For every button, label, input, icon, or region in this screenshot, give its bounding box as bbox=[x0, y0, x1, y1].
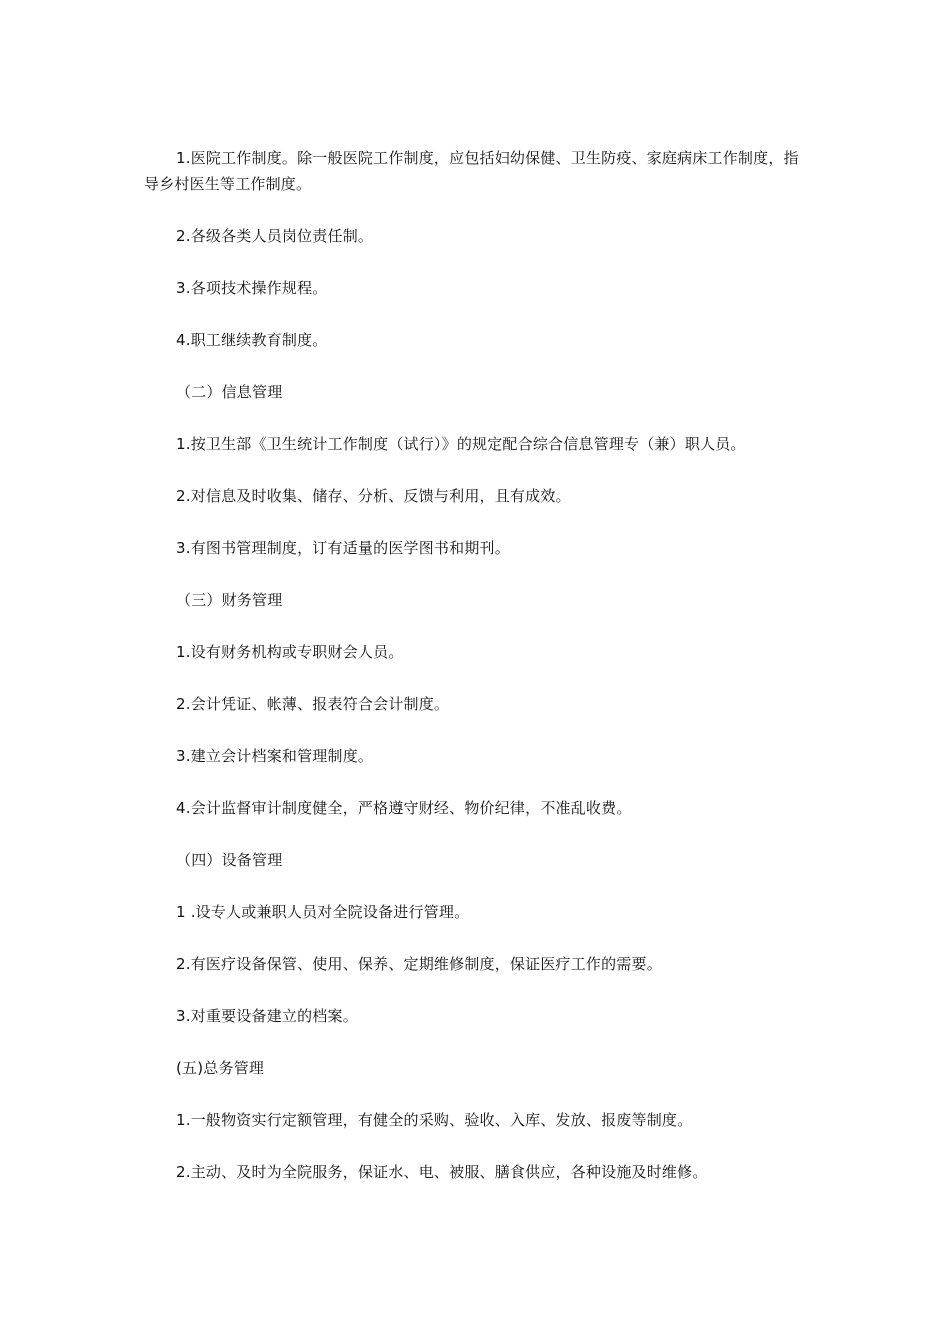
paragraph-technical-procedures: 3.各项技术操作规程。 bbox=[176, 279, 328, 297]
section-heading-finance-management: （三）财务管理 bbox=[176, 591, 283, 609]
section-heading-information-management: （二）信息管理 bbox=[176, 383, 283, 401]
paragraph-equipment-maintenance: 2.有医疗设备保管、使用、保养、定期维修制度，保证医疗工作的需要。 bbox=[176, 955, 662, 973]
section-heading-general-affairs: (五)总务管理 bbox=[176, 1059, 265, 1077]
paragraph-information-collection: 2.对信息及时收集、储存、分析、反馈与利用，且有成效。 bbox=[176, 487, 571, 505]
paragraph-statistics-staff: 1.按卫生部《卫生统计工作制度（试行）》的规定配合综合信息管理专（兼）职人员。 bbox=[176, 435, 746, 453]
paragraph-job-responsibility: 2.各级各类人员岗位责任制。 bbox=[176, 227, 374, 245]
paragraph-accounting-archives: 3.建立会计档案和管理制度。 bbox=[176, 747, 374, 765]
section-heading-equipment-management: （四）设备管理 bbox=[176, 851, 283, 869]
paragraph-audit-discipline: 4.会计监督审计制度健全，严格遵守财经、物价纪律，不准乱收费。 bbox=[176, 799, 632, 817]
paragraph-finance-staff: 1.设有财务机构或专职财会人员。 bbox=[176, 643, 404, 661]
paragraph-logistics-service: 2.主动、及时为全院服务，保证水、电、被服、膳食供应，各种设施及时维修。 bbox=[176, 1163, 708, 1181]
paragraph-accounting-vouchers: 2.会计凭证、帐薄、报表符合会计制度。 bbox=[176, 695, 450, 713]
paragraph-material-management: 1.一般物资实行定额管理，有健全的采购、验收、入库、发放、报废等制度。 bbox=[176, 1111, 693, 1129]
paragraph-continuing-education: 4.职工继续教育制度。 bbox=[176, 331, 328, 349]
paragraph-equipment-archives: 3.对重要设备建立的档案。 bbox=[176, 1007, 358, 1025]
paragraph-equipment-staff: 1 .设专人或兼职人员对全院设备进行管理。 bbox=[176, 903, 470, 921]
document-body bbox=[144, 145, 810, 1185]
paragraph-hospital-work-rules: 1.医院工作制度。除一般医院工作制度，应包括妇幼保健、卫生防疫、家庭病床工作制度，指导乡村医生等工作制度。 bbox=[144, 149, 799, 193]
paragraph-library-management: 3.有图书管理制度，订有适量的医学图书和期刊。 bbox=[176, 539, 510, 557]
